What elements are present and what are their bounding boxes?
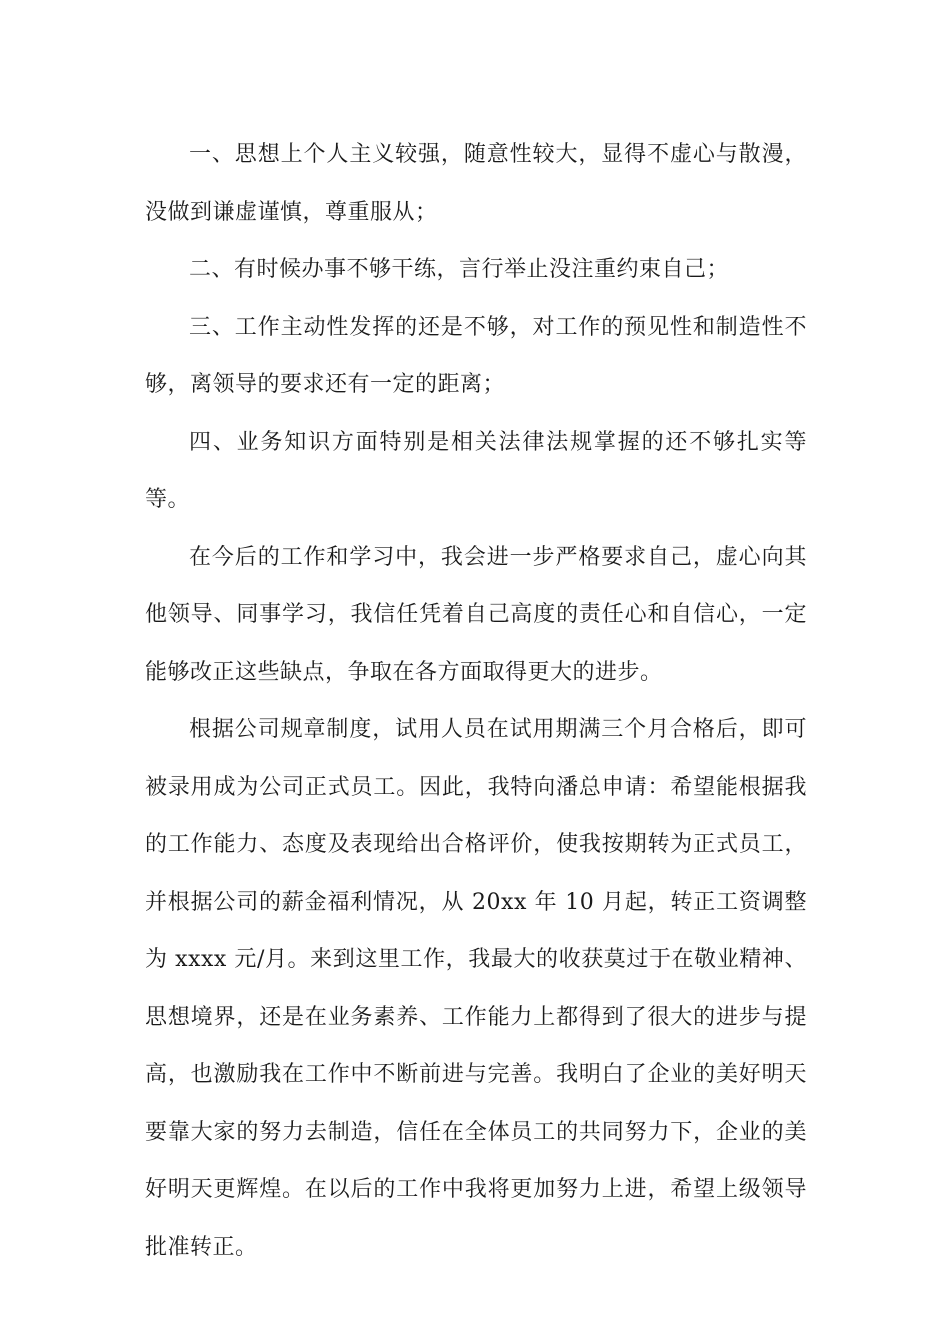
paragraph-improvement-plan: 在今后的工作和学习中，我会进一步严格要求自己，虚心向其他领导、同事学习，我信任凭着自己高度的责任心和自信心，一定能够改正这些缺点，争取在各方面取得更大的进步。: [145, 544, 807, 685]
paragraph-shortcoming-4: 四、业务知识方面特别是相关法律法规掌握的还不够扎实等等。: [145, 429, 807, 512]
paragraph-shortcoming-3: 三、工作主动性发挥的还是不够，对工作的预见性和制造性不够，离领导的要求还有一定的距离；: [145, 314, 807, 397]
paragraph-shortcoming-1: 一、思想上个人主义较强，随意性较大，显得不虚心与散漫，没做到谦虚谨慎，尊重服从；: [145, 142, 807, 225]
paragraph-confirmation-request: 根据公司规章制度，试用人员在试用期满三个月合格后，即可被录用成为公司正式员工。因此，我特向潘总申请：希望能根据我的工作能力、态度及表现给出合格评价，使我按期转为正式员工，并根据公司的薪金福利情况，从 20xx 年 10 月起，转正工资调整为 xxxx 元/月。来到这里工作，我最大的收获莫过于在敬业精神、思想境界，还是在业务素养、工作能力上都得到了很大的进步与提高，也激励我在工作中不断前进与完善。我明白了企业的美好明天要靠大家的努力去制造，信任在全体员工的共同努力下，企业的美好明天更辉煌。在以后的工作中我将更加努力上进，希望上级领导批准转正。: [145, 717, 807, 1260]
paragraph-shortcoming-2: 二、有时候办事不够干练，言行举止没注重约束自己；: [189, 257, 730, 282]
document-body: [145, 126, 807, 1276]
